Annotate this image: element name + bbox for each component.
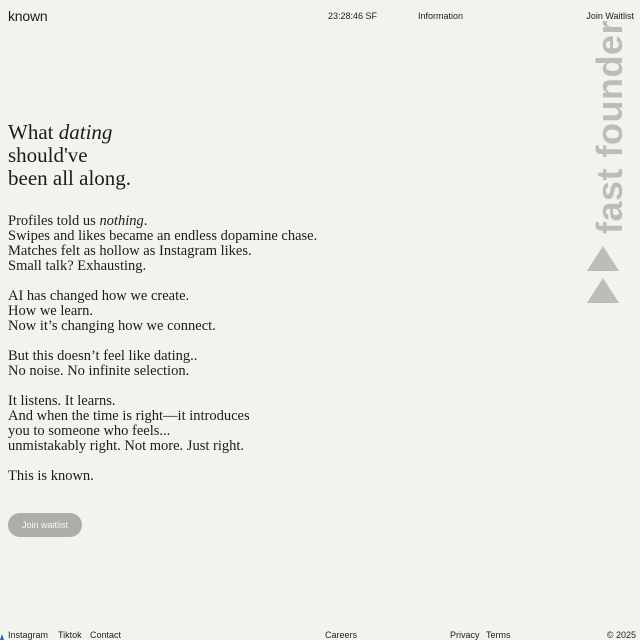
nav-join-waitlist-link[interactable]: Join Waitlist — [586, 11, 634, 21]
headline-emphasis: dating — [58, 120, 113, 144]
footer-careers-link[interactable]: Careers — [325, 630, 358, 640]
paragraph-2 — [8, 289, 317, 334]
paragraph-line: AI has changed how we create. — [8, 288, 190, 304]
paragraph-line: Swipes and likes became an endless dopamine chase. — [8, 228, 318, 244]
footer-instagram-link[interactable]: Instagram — [8, 630, 49, 640]
text-emphasis: nothing — [99, 213, 144, 229]
manifesto-text — [8, 214, 317, 499]
headline-line-2: should've — [8, 143, 88, 167]
paragraph-3 — [8, 349, 317, 379]
paragraph-line: This is known. — [8, 468, 94, 484]
paragraph-line: Matches felt as hollow as Instagram likes. — [8, 243, 252, 259]
footer-contact-link[interactable]: Contact — [90, 630, 122, 640]
paragraph-line: No noise. No infinite selection. — [8, 363, 190, 379]
paragraph-line — [8, 214, 317, 229]
paragraph-4 — [8, 394, 317, 454]
footer-terms-link[interactable]: Terms — [486, 630, 511, 640]
headline-line-1: What — [8, 120, 59, 144]
paragraph-1 — [8, 214, 317, 274]
clock-readout: 23:28:46 SF — [328, 11, 378, 21]
fast-founder-badge[interactable] — [584, 19, 630, 312]
page-headline — [8, 121, 131, 190]
play-triangle-icon — [587, 246, 619, 271]
text-fragment: Profiles told us — [8, 213, 100, 229]
paragraph-line: you to someone who feels... — [8, 423, 171, 439]
paragraph-line: It listens. It learns. — [8, 393, 116, 409]
paragraph-line: How we learn. — [8, 303, 93, 319]
logo[interactable]: known — [8, 8, 48, 24]
paragraph-line: Now it’s changing how we connect. — [8, 318, 216, 334]
paragraph-line: Small talk? Exhausting. — [8, 258, 147, 274]
paragraph-5 — [8, 469, 317, 484]
text-fragment: . — [143, 213, 148, 229]
join-waitlist-button[interactable]: Join waitlist — [8, 513, 82, 537]
footer-copyright: © 2025 — [606, 630, 636, 640]
headline-line-3: been all along. — [8, 166, 132, 190]
fast-founder-label: fast founder — [589, 19, 630, 234]
play-triangle-icon — [587, 278, 619, 303]
footer-tiktok-link[interactable]: Tiktok — [58, 630, 82, 640]
paragraph-line: And when the time is right—it introduces — [8, 408, 250, 424]
footer-privacy-link[interactable]: Privacy — [450, 630, 480, 640]
paragraph-line: But this doesn’t feel like dating.. — [8, 348, 198, 364]
nav-information-link[interactable]: Information — [418, 11, 464, 21]
paragraph-line: unmistakably right. Not more. Just right. — [8, 438, 245, 454]
corner-arrow-icon — [0, 634, 4, 640]
